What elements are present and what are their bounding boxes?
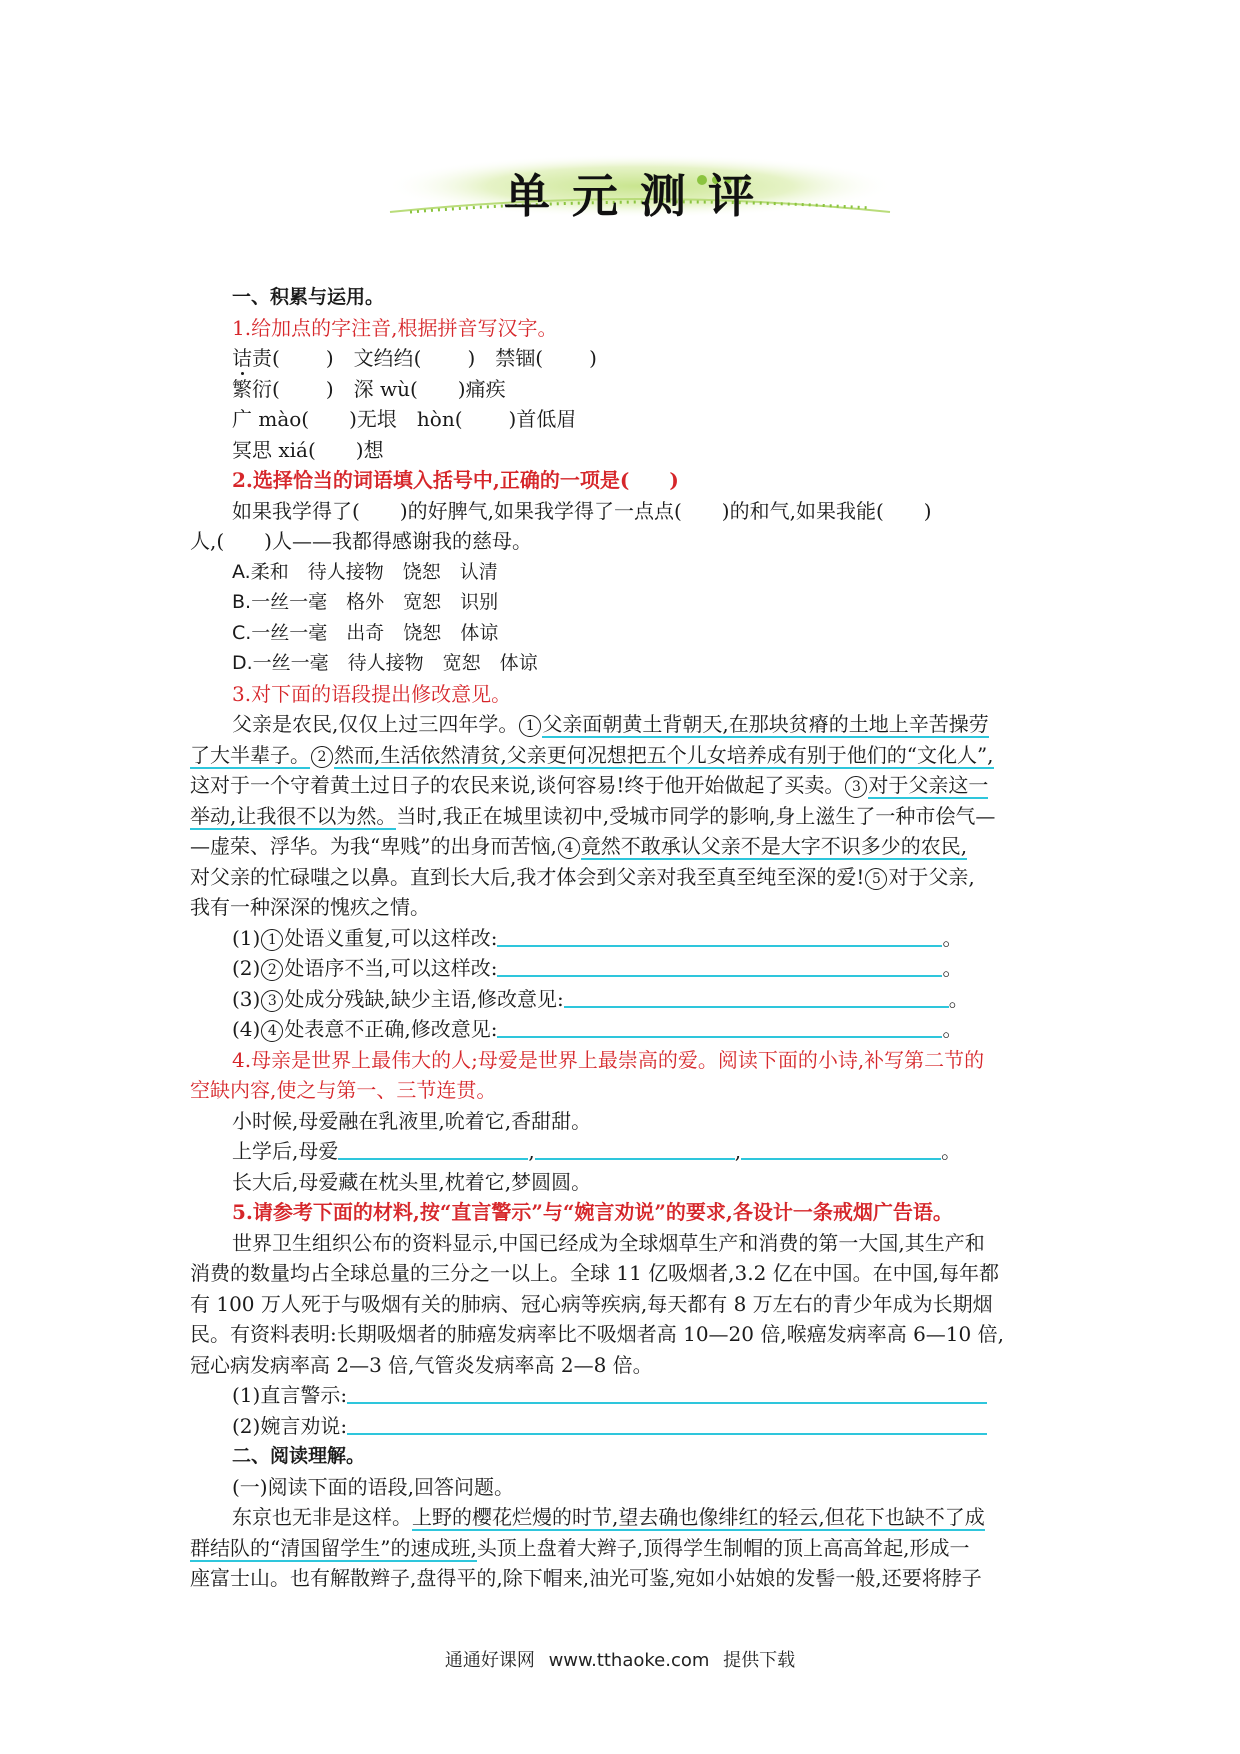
q3-underlined-text: 对于父亲这一 bbox=[868, 773, 989, 797]
q2-option-b: B.一丝一毫 格外 宽恕 识别 bbox=[232, 591, 499, 613]
comma: , bbox=[734, 1139, 742, 1163]
sub-prompt: 处表意不正确,修改意见: bbox=[284, 1017, 498, 1041]
q3-sub-1 bbox=[190, 923, 1060, 954]
q5-material-line-4: 民。有资料表明:长期吸烟者的肺癌发病率比不吸烟者高 10—20 倍,喉癌发病率高 6—10 倍, bbox=[190, 1322, 1004, 1346]
question-1-title: 1.给加点的字注音,根据拼音写汉字。 bbox=[232, 315, 558, 340]
q5-material-line-3: 有 100 万人死于与吸烟有关的肺病、冠心病等疾病,每天都有 8 万左右的青少年成为长期烟 bbox=[190, 1291, 993, 1316]
q1-text: 冥思 xiá( bbox=[232, 437, 316, 462]
q3-sub-2 bbox=[190, 953, 1060, 984]
footer-url[interactable]: www.tthaoke.com bbox=[548, 1650, 710, 1671]
poem-line-1: 小时候,母爱融在乳液里,吮着它,香甜甜。 bbox=[232, 1108, 592, 1133]
circled-number-3: 3 bbox=[845, 776, 867, 798]
answer-blank[interactable] bbox=[497, 925, 942, 947]
q3-text: 这对于一个守着黄土过日子的农民来说,谈何容易!终于他开始做起了买卖。 bbox=[190, 773, 845, 797]
q2-title-end: ) bbox=[669, 468, 679, 492]
circled-number: 2 bbox=[261, 959, 283, 981]
period: 。 bbox=[941, 1139, 962, 1163]
poem-text: 上学后,母爱 bbox=[232, 1139, 339, 1163]
q3-text: 对于父亲, bbox=[888, 864, 975, 889]
answer-blank[interactable] bbox=[347, 1382, 987, 1404]
answer-blank[interactable] bbox=[497, 1016, 942, 1038]
period: 。 bbox=[942, 1017, 963, 1041]
q2-stem: 如果我学得了( bbox=[232, 498, 360, 523]
worksheet-body bbox=[190, 282, 1060, 1594]
q1-text: hòn( bbox=[416, 407, 463, 431]
reading-line-1 bbox=[190, 1502, 1060, 1533]
q2-option-c: C.一丝一毫 出奇 饶恕 体谅 bbox=[232, 621, 499, 644]
footer-note: 提供下载 bbox=[723, 1650, 796, 1671]
section-title-1: 一、积累与运用。 bbox=[232, 286, 385, 308]
circled-number-2: 2 bbox=[311, 746, 333, 768]
period: 。 bbox=[942, 925, 963, 950]
q3-text: 对父亲的忙碌嗤之以鼻。直到长大后,我才体会到父亲对我至真至纯至深的爱! bbox=[190, 864, 865, 889]
answer-label: (1)直言警示: bbox=[232, 1383, 348, 1407]
sub-label: (4) bbox=[232, 1017, 261, 1041]
q3-para-line-5 bbox=[190, 831, 1060, 862]
period: 。 bbox=[948, 986, 969, 1011]
question-5-title: 5.请参考下面的材料,按“直言警示”与“婉言劝说”的要求,各设计一条戒烟广告语。 bbox=[232, 1200, 953, 1224]
q5-material-line-1: 世界卫生组织公布的资料显示,中国已经成为全球烟草生产和消费的第一大国,其生产和 bbox=[232, 1230, 985, 1255]
circled-number-5: 5 bbox=[865, 868, 887, 890]
q2-option-d: D.一丝一毫 待人接物 宽恕 体谅 bbox=[232, 652, 538, 674]
q1-text: )首低眉 bbox=[508, 407, 577, 431]
poem-line-2 bbox=[190, 1136, 1060, 1167]
circled-number: 3 bbox=[261, 990, 283, 1012]
reading-underlined-text: 上野的樱花烂熳的时节,望去确也像绯红的轻云,但花下也缺不了成 bbox=[412, 1505, 985, 1529]
q3-underlined-text: 然而,生活依然清贫,父亲更何况想把五个儿女培养成有别于他们的“文化人”, bbox=[334, 742, 994, 767]
poem-line-3: 长大后,母爱藏在枕头里,枕着它,梦圆圆。 bbox=[232, 1169, 592, 1194]
q2-option-a: A.柔和 待人接物 饶恕 认清 bbox=[232, 560, 498, 583]
sub-label: (2) bbox=[232, 956, 261, 980]
answer-blank[interactable] bbox=[347, 1413, 987, 1435]
reading-line-3: 座富士山。也有解散辫子,盘得平的,除下帽来,油光可鉴,宛如小姑娘的发髻一般,还要将脖子 bbox=[190, 1566, 982, 1590]
q1-text: 深 wù( bbox=[353, 376, 418, 401]
sub-prompt: 处成分残缺,缺少主语,修改意见: bbox=[284, 986, 564, 1011]
q3-underlined-text: 了大半辈子。 bbox=[190, 742, 310, 767]
q3-para-line-1 bbox=[190, 709, 1060, 740]
q5-material-line-2: 消费的数量均占全球总量的三分之一以上。全球 11 亿吸烟者,3.2 亿在中国。在中国,每年都 bbox=[190, 1261, 1000, 1285]
q1-text: 繁衍( bbox=[232, 376, 280, 401]
period: 。 bbox=[942, 956, 963, 980]
reading-subtitle: (一)阅读下面的语段,回答问题。 bbox=[232, 1474, 514, 1499]
q3-text: —虚荣、浮华。为我“卑贱”的出身而苦恼, bbox=[190, 834, 557, 858]
q2-stem: ) bbox=[923, 498, 932, 523]
q3-para-line-7: 我有一种深深的愧疚之情。 bbox=[190, 895, 430, 919]
q1-text: ) bbox=[467, 346, 476, 370]
reading-line-2 bbox=[190, 1533, 1060, 1564]
q3-text: 当时,我正在城里读初中,受城市同学的影响,身上滋生了一种市侩气— bbox=[396, 803, 996, 828]
footer-site: 通通好课网 bbox=[444, 1650, 535, 1671]
q2-stem: 人,( bbox=[190, 529, 225, 553]
comma: , bbox=[528, 1139, 535, 1163]
q5-material-line-5: 冠心病发病率高 2—3 倍,气管炎发病率高 2—8 倍。 bbox=[190, 1352, 653, 1377]
poem-blank-3[interactable] bbox=[741, 1138, 941, 1160]
q1-text: 禁锢( bbox=[495, 346, 544, 370]
q3-underlined-text: 竟然不敢承认父亲不是大字不识多少的农民, bbox=[580, 834, 968, 858]
answer-blank[interactable] bbox=[564, 986, 949, 1008]
q5-answer-1 bbox=[190, 1380, 1060, 1411]
q1-text: )想 bbox=[355, 437, 384, 462]
q5-answer-2 bbox=[190, 1411, 1060, 1442]
q2-stem-line-2 bbox=[190, 526, 1060, 557]
q1-text: ) bbox=[325, 346, 334, 370]
question-2-title bbox=[190, 465, 1060, 496]
page-title: 单元测评 bbox=[504, 169, 776, 223]
q1-row-3 bbox=[190, 404, 1060, 435]
q2-stem: )人——我都得感谢我的慈母。 bbox=[264, 529, 532, 553]
q1-row-2 bbox=[190, 374, 1060, 405]
q3-sub-4 bbox=[190, 1014, 1060, 1045]
q3-para-line-3 bbox=[190, 770, 1060, 801]
q1-text: )痛疾 bbox=[457, 376, 506, 401]
page-footer bbox=[0, 1646, 1240, 1672]
title-banner bbox=[380, 150, 900, 245]
q1-row-4 bbox=[190, 435, 1060, 466]
q3-para-line-2 bbox=[190, 740, 1060, 771]
q2-stem: )的好脾气,如果我学得了一点点( bbox=[399, 498, 682, 523]
circled-number: 1 bbox=[261, 929, 283, 951]
sub-label: (1) bbox=[232, 925, 261, 950]
q1-text: 责( bbox=[252, 346, 280, 370]
sub-prompt: 处语序不当,可以这样改: bbox=[284, 956, 498, 980]
q1-text: ) bbox=[325, 376, 334, 401]
question-4-title-line-2: 空缺内容,使之与第一、三节连贯。 bbox=[190, 1078, 497, 1102]
q1-text: )无垠 bbox=[349, 407, 397, 431]
section-title-2: 二、阅读理解。 bbox=[232, 1445, 366, 1467]
q1-text: 广 mào( bbox=[232, 407, 310, 431]
poem-blank-2[interactable] bbox=[535, 1138, 735, 1160]
q3-underlined-text: 父亲面朝黄土背朝天,在那块贫瘠的土地上辛苦操劳 bbox=[542, 712, 989, 736]
reading-text: 头顶上盘着大辫子,顶得学生制帽的顶上高高耸起,形成一 bbox=[476, 1535, 970, 1560]
q3-sub-3 bbox=[190, 984, 1060, 1015]
reading-underlined-text: 群结队的“清国留学生”的速成班, bbox=[190, 1535, 477, 1560]
q2-stem-line-1 bbox=[190, 496, 1060, 527]
question-3-title: 3.对下面的语段提出修改意见。 bbox=[232, 681, 512, 706]
q1-row-1 bbox=[190, 343, 1060, 374]
answer-label: (2)婉言劝说: bbox=[232, 1413, 348, 1438]
question-4-title-line-1: 4.母亲是世界上最伟大的人;母爱是世界上最崇高的爱。阅读下面的小诗,补写第二节的 bbox=[232, 1047, 985, 1072]
q3-underlined-text: 举动,让我很不以为然。 bbox=[190, 803, 397, 828]
sub-prompt: 处语义重复,可以这样改: bbox=[284, 925, 498, 950]
answer-blank[interactable] bbox=[497, 955, 942, 977]
q2-stem: )的和气,如果我能( bbox=[721, 498, 884, 523]
q1-text: 文绉绉( bbox=[353, 346, 422, 370]
q2-title-text: 2.选择恰当的词语填入括号中,正确的一项是( bbox=[232, 468, 630, 492]
q3-para-line-6 bbox=[190, 862, 1060, 893]
circled-number-4: 4 bbox=[558, 837, 580, 859]
q1-dotted-char: 诘 bbox=[232, 346, 252, 370]
circled-number-1: 1 bbox=[519, 715, 541, 737]
sub-label: (3) bbox=[232, 986, 261, 1011]
q3-text: 父亲是农民,仅仅上过三四年学。 bbox=[232, 712, 519, 736]
circled-number: 4 bbox=[261, 1020, 283, 1042]
reading-text: 东京也无非是这样。 bbox=[232, 1505, 412, 1529]
q3-para-line-4 bbox=[190, 801, 1060, 832]
q1-text: ) bbox=[589, 346, 597, 370]
poem-blank-1[interactable] bbox=[338, 1138, 528, 1160]
